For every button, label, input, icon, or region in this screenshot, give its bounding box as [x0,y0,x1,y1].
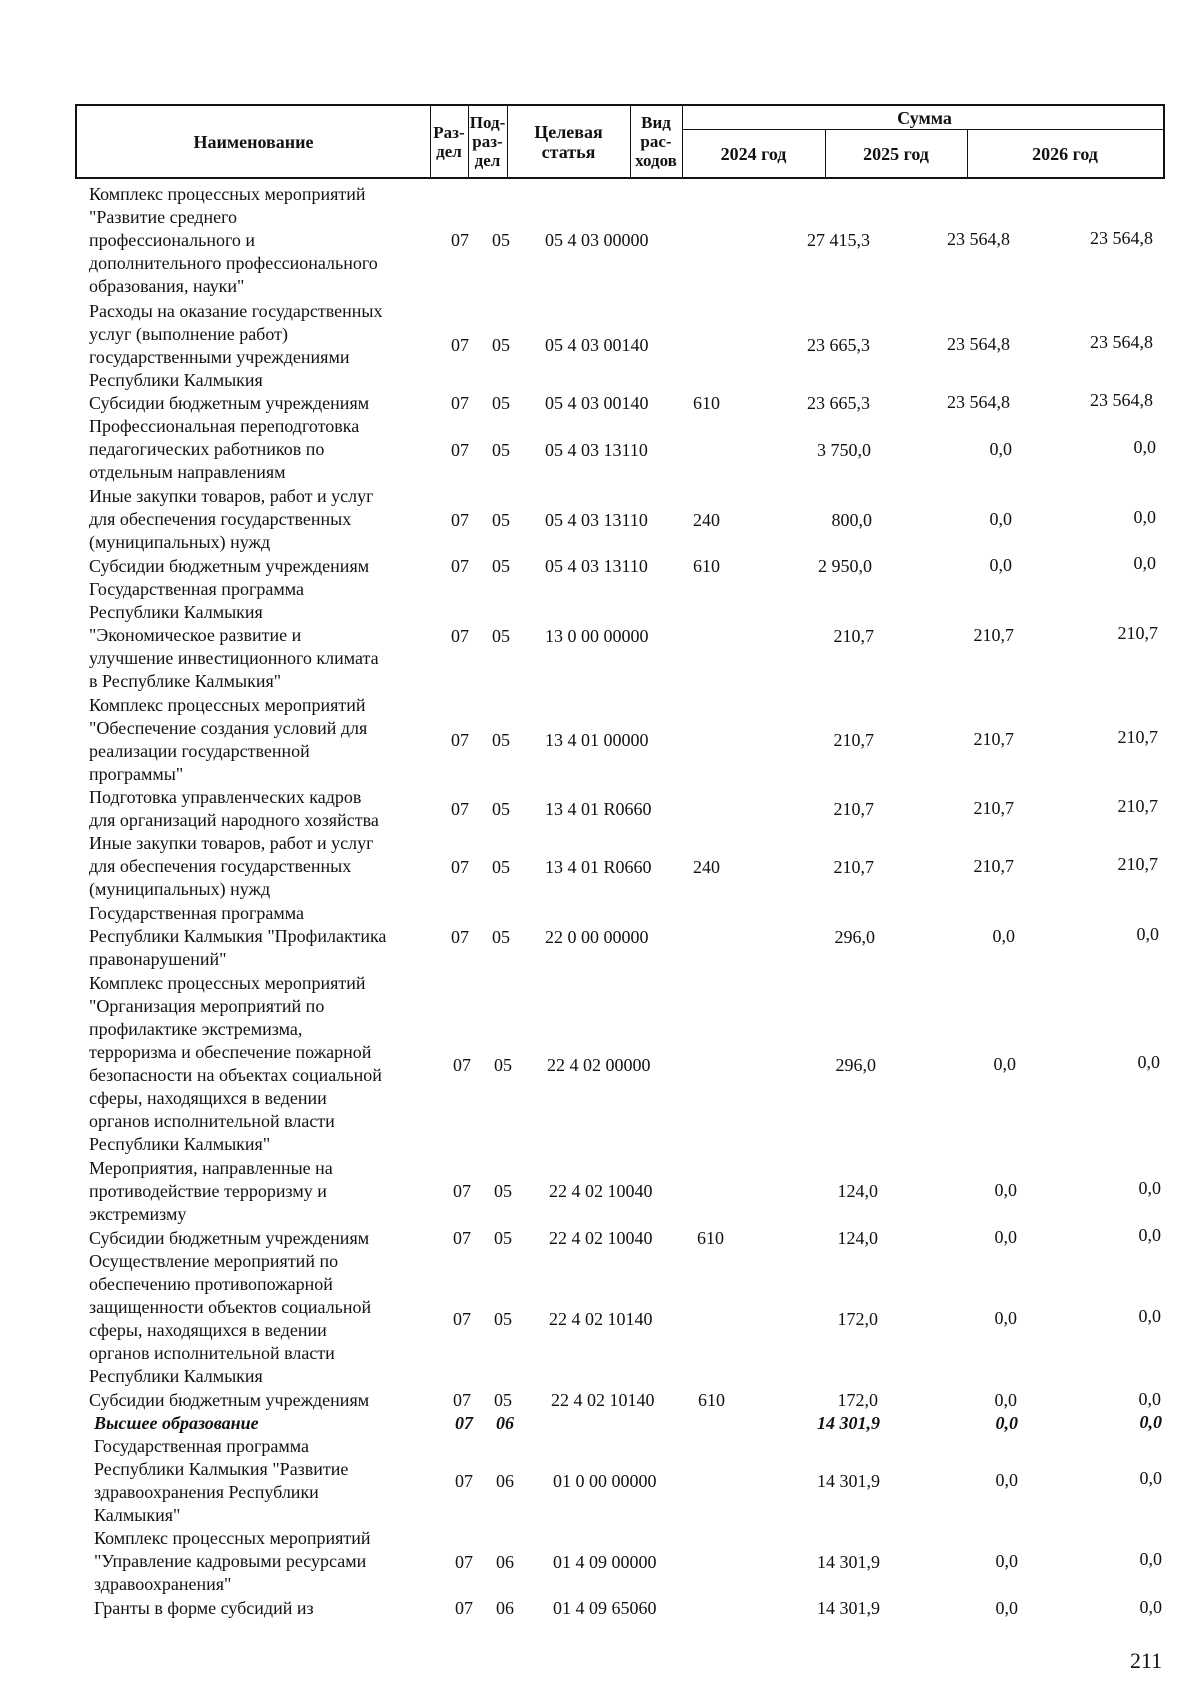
row-2024: 800,0 [831,510,872,530]
row-name: Комплекс процессных мероприятий "Обеспечение создания условий для реализации государственной программы" [89,695,368,784]
row-target: 22 4 02 10140 [549,1309,653,1329]
row-name: Осуществление мероприятий по обеспечению противопожарной защищенности объектов социальной сферы, находящихся в ведении органов исполнительной власти Республики Калмыкия [89,1251,372,1386]
row-target: 05 4 03 00140 [545,393,649,413]
row-2025: 0,0 [994,1227,1017,1247]
row-2025: 0,0 [995,1413,1018,1433]
row-subsection: 06 [496,1471,514,1491]
row-subsection: 06 [496,1552,514,1572]
row-section: 07 [451,393,469,413]
row-2026: 0,0 [1136,924,1159,944]
row-2025: 0,0 [995,1598,1018,1618]
row-section: 07 [451,799,469,819]
row-2026: 23 564,8 [1090,390,1153,410]
row-2024: 14 301,9 [817,1598,880,1618]
row-subsection: 05 [494,1309,512,1329]
row-section: 07 [451,730,469,750]
row-target: 05 4 03 00000 [545,230,649,250]
header-sum: Сумма [897,107,952,128]
row-2025: 23 564,8 [947,392,1010,412]
row-target: 22 4 02 10040 [549,1228,653,1248]
row-2024: 124,0 [837,1228,878,1248]
row-target: 13 4 01 R0660 [545,857,652,877]
row-2025: 0,0 [989,555,1012,575]
row-section: 07 [451,857,469,877]
row-subsection: 05 [494,1390,512,1410]
row-section: 07 [455,1598,473,1618]
row-section: 07 [451,510,469,530]
row-target: 22 0 00 00000 [545,927,649,947]
row-2026: 210,7 [1117,727,1158,747]
row-2024: 296,0 [834,927,875,947]
row-expense-type: 610 [697,1228,724,1248]
row-2026: 210,7 [1117,796,1158,816]
row-name: Профессиональная переподготовка педагогических работников по отдельным направлениям [89,416,360,482]
row-2026: 0,0 [1137,1052,1160,1072]
row-section: 07 [453,1309,471,1329]
row-name: Гранты в форме субсидий из [94,1598,314,1618]
row-subsection: 05 [494,1228,512,1248]
header-target: Целевая статья [534,121,603,162]
row-expense-type: 610 [698,1390,725,1410]
row-2024: 23 665,3 [807,335,870,355]
row-target: 22 4 02 10040 [549,1181,653,1201]
row-name: Государственная программа Республики Калмыкия "Профилактика правонарушений" [89,903,387,969]
row-2025: 23 564,8 [947,334,1010,354]
row-2026: 0,0 [1133,507,1156,527]
row-section: 07 [451,626,469,646]
header-2024: 2024 год [720,143,787,164]
row-subsection: 05 [492,857,510,877]
row-name: Мероприятия, направленные на противодействие терроризму и экстремизму [89,1158,333,1224]
row-target: 13 4 01 R0660 [545,799,652,819]
row-name: Государственная программа Республики Калмыкия "Экономическое развитие и улучшение инвестиционного климата в Республике Калмыкия" [89,579,379,691]
row-2025: 23 564,8 [947,229,1010,249]
row-2025: 0,0 [994,1390,1017,1410]
row-name: Комплекс процессных мероприятий "Организация мероприятий по профилактике экстремизма, терроризма и обеспечение пожарной безопасности на объектах социальной сферы, находящихся в ведении органов исполнительной власти Республики Калмыкия" [89,973,382,1154]
row-name: Субсидии бюджетным учреждениям [89,1390,370,1410]
row-2025: 0,0 [989,439,1012,459]
row-subsection: 05 [492,799,510,819]
row-2026: 0,0 [1138,1225,1161,1245]
row-2024: 210,7 [833,730,874,750]
row-2026: 0,0 [1138,1178,1161,1198]
row-section: 07 [453,1228,471,1248]
row-subsection: 05 [492,440,510,460]
row-2026: 210,7 [1117,854,1158,874]
row-name: Комплекс процессных мероприятий "Управление кадровыми ресурсами здравоохранения" [94,1528,371,1594]
row-2025: 0,0 [995,1470,1018,1490]
header-section: Раз- дел [433,122,465,161]
row-target: 13 0 00 00000 [545,626,649,646]
row-target: 05 4 03 13110 [545,440,648,460]
row-2025: 0,0 [995,1551,1018,1571]
row-2025: 210,7 [973,798,1014,818]
row-2026: 210,7 [1117,623,1158,643]
row-name: Субсидии бюджетным учреждениям [89,556,370,576]
row-2026: 0,0 [1139,1468,1162,1488]
row-2026: 0,0 [1133,437,1156,457]
row-target: 05 4 03 13110 [545,556,648,576]
row-expense-type: 610 [693,556,720,576]
row-section: 07 [451,335,469,355]
row-section: 07 [451,230,469,250]
row-section: 07 [453,1055,471,1075]
row-subsection: 05 [492,556,510,576]
row-subsection: 05 [492,927,510,947]
row-2026: 0,0 [1138,1306,1161,1326]
row-expense-type: 240 [693,510,720,530]
row-target: 22 4 02 10140 [551,1390,655,1410]
row-2024: 14 301,9 [817,1413,880,1433]
row-2024: 172,0 [837,1390,878,1410]
row-target: 01 4 09 00000 [553,1552,657,1572]
row-section: 07 [453,1181,471,1201]
row-name: Иные закупки товаров, работ и услуг для обеспечения государственных (муниципальных) нужд [89,486,374,552]
row-2025: 210,7 [973,625,1014,645]
row-2024: 296,0 [835,1055,876,1075]
row-subsection: 05 [492,335,510,355]
row-section: 07 [451,927,469,947]
header-2026: 2026 год [1032,143,1098,164]
row-target: 05 4 03 13110 [545,510,648,530]
row-subsection: 05 [492,730,510,750]
header-expense-type: Вид рас- ходов [635,113,677,170]
header-name: Наименование [193,131,314,152]
row-target: 01 4 09 65060 [553,1598,657,1618]
row-subsection: 06 [496,1598,514,1618]
row-name: Субсидии бюджетным учреждениям [89,393,370,413]
row-2025: 0,0 [992,926,1015,946]
row-name: Подготовка управленческих кадров для организаций народного хозяйства [89,787,379,830]
row-expense-type: 240 [693,857,720,877]
row-2026: 0,0 [1139,1549,1162,1569]
row-target: 22 4 02 00000 [547,1055,651,1075]
row-target: 13 4 01 00000 [545,730,649,750]
row-2024: 210,7 [833,626,874,646]
row-section: 07 [451,440,469,460]
row-2025: 0,0 [993,1054,1016,1074]
row-section: 07 [455,1471,473,1491]
row-target: 01 0 00 00000 [553,1471,657,1491]
row-2026: 0,0 [1139,1412,1162,1432]
row-2024: 3 750,0 [817,440,871,460]
row-2025: 0,0 [989,509,1012,529]
row-subsection: 05 [492,393,510,413]
row-2026: 0,0 [1138,1389,1161,1409]
page-number: 211 [1130,1648,1163,1673]
row-section: 07 [455,1552,473,1572]
row-2024: 210,7 [833,857,874,877]
row-2024: 210,7 [833,799,874,819]
row-2024: 23 665,3 [807,393,870,413]
row-2025: 0,0 [994,1180,1017,1200]
row-2025: 0,0 [994,1308,1017,1328]
row-2024: 2 950,0 [818,556,872,576]
row-section: 07 [453,1390,471,1410]
row-expense-type: 610 [693,393,720,413]
row-2024: 14 301,9 [817,1552,880,1572]
row-2026: 23 564,8 [1090,332,1153,352]
row-section: 07 [451,556,469,576]
header-2025: 2025 год [863,143,929,164]
row-section: 07 [455,1413,473,1433]
row-2026: 23 564,8 [1090,228,1153,248]
row-name: Комплекс процессных мероприятий "Развитие среднего профессионального и дополнительного профессионального образования, науки" [89,184,378,296]
table-header [75,104,1165,179]
row-subsection: 05 [494,1181,512,1201]
row-2024: 124,0 [837,1181,878,1201]
row-subsection: 05 [492,230,510,250]
row-target: 05 4 03 00140 [545,335,649,355]
row-name: Расходы на оказание государственных услуг (выполнение работ) государственными учреждениями Республики Калмыкия [89,301,383,390]
row-name: Иные закупки товаров, работ и услуг для обеспечения государственных (муниципальных) нужд [89,833,374,899]
row-subsection: 05 [492,626,510,646]
row-2024: 172,0 [837,1309,878,1329]
row-2026: 0,0 [1139,1597,1162,1617]
row-2024: 14 301,9 [817,1471,880,1491]
row-subsection: 05 [494,1055,512,1075]
row-name: Государственная программа Республики Калмыкия "Развитие здравоохранения Республики Калмыкия" [94,1436,349,1525]
row-name: Высшее образование [94,1413,259,1433]
row-2024: 27 415,3 [807,230,870,250]
header-subsection: Под- раз- дел [469,113,506,170]
row-subsection: 05 [492,510,510,530]
row-subsection: 06 [496,1413,514,1433]
row-2025: 210,7 [973,729,1014,749]
row-2026: 0,0 [1133,553,1156,573]
row-name: Субсидии бюджетным учреждениям [89,1228,370,1248]
row-2025: 210,7 [973,856,1014,876]
